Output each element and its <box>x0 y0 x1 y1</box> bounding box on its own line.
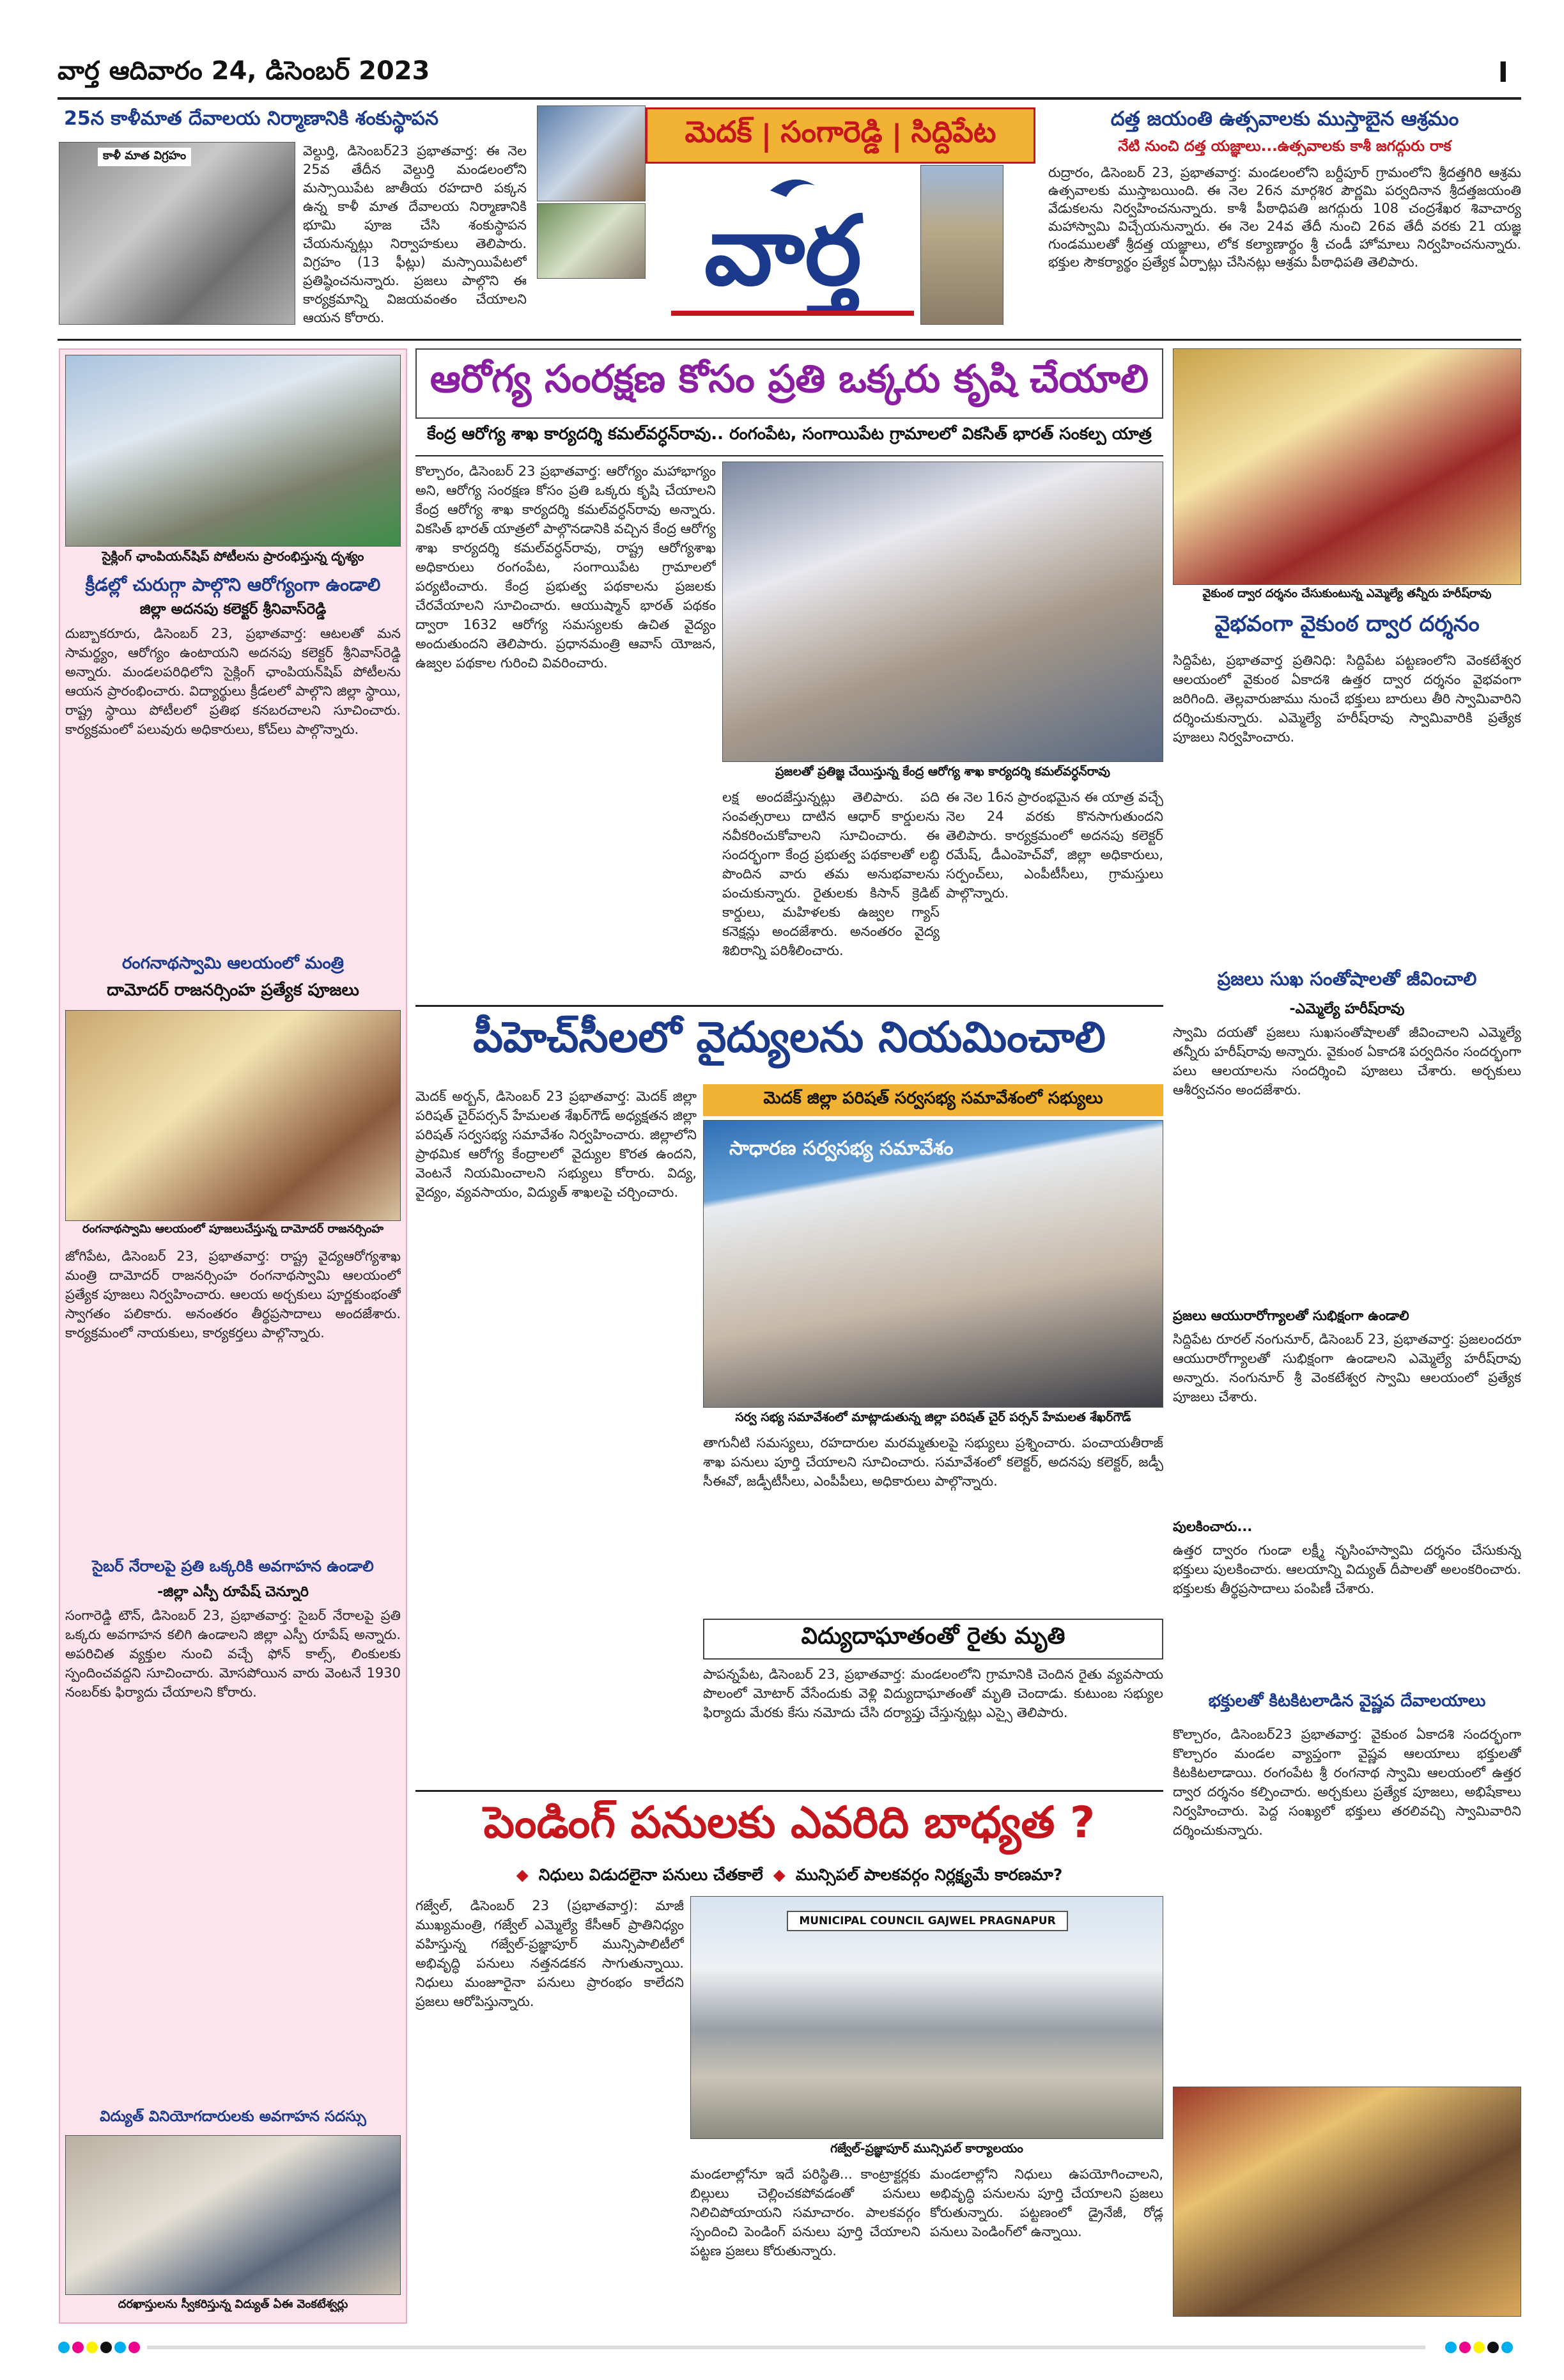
left-a2-headline: రంగనాథస్వామి ఆలయంలో మంత్రి <box>121 954 345 973</box>
electricity-photo <box>65 2135 401 2295</box>
right-a3-headline: భక్తులతో కిటకిటలాడిన వైష్ణవ దేవాలయాలు <box>1208 1692 1486 1711</box>
main-body-b: లక్ష అందజేస్తున్నట్లు తెలిపారు. పది సంవత్సరాలు దాటిన ఆధార్ కార్డులను నవీకరించుకోవాలని సూచించారు. ఈ సందర్భంగా కేంద్ర ప్రభుత్వ పథకాలతో లబ్ధి పొందిన వారు తమ అనుభవాలను పంచుకున్నారు. రైతులకు కిసాన్ క్రెడిట్ కార్డులు, మహిళలకు ఉజ్వల గ్యాస్ కనెక్షన్లు అందజేశారు. అనంతరం వైద్య శిబిరాన్ని పరిశీలించారు. <box>722 789 940 958</box>
minister-pooja-caption: రంగనాథస్వామి ఆలయంలో పూజలుచేస్తున్న దామోదర్ రాజనర్సింహ <box>82 1222 384 1236</box>
rythu-headline-box <box>703 1619 1163 1660</box>
phc-subhead: మెదక్ జిల్లా పరిషత్ సర్వసభ్య సమావేశంలో సభ్యులు <box>763 1089 1103 1108</box>
right-a2-byline: -ఎమ్మెల్యే హరీష్‌రావు <box>1289 1001 1405 1017</box>
diamond-icon: ◆ <box>773 1865 786 1884</box>
masthead-date: ఆదివారం 24, డిసెంబర్ 2023 <box>109 56 430 86</box>
main-body-c: ఈ నెల 16న ప్రారంభమైన ఈ యాత్ర వచ్చే నెల 24 వరకు కొనసాగుతుందని తెలిపారు. కార్యక్రమంలో అదనపు కలెక్టర్ రమేష్, డీఎంహెచ్‌వో, జిల్లా అధికారులు, సర్పంచ్‌లు, ఎంపీటీసీలు, గ్రామస్తులు పాల్గొన్నారు. <box>946 789 1163 901</box>
temple-photo-2 <box>537 203 646 279</box>
municipal-office-caption: గజ్వేల్-ప్రజ్ఞాపూర్ మున్సిపల్ కార్యాలయం <box>830 2142 1023 2156</box>
vaikunta-darshan-photo <box>1173 348 1521 585</box>
rythu-body: పాపన్నపేట, డిసెంబర్ 23, ప్రభాతవార్త: మండలంలోని గ్రామానికి చెందిన రైతు వ్యవసాయ పొలంలో మోటార్ వేసేందుకు వెళ్లి విద్యుదాఘాతంతో మృతి చెందాడు. కుటుంబ సభ్యుల ఫిర్యాదు మేరకు కేసు నమోదు చేసి దర్యాప్తు చేస్తున్నట్లు ఎస్సై తెలిపారు. <box>703 1667 1163 1720</box>
main-subhead-rule <box>415 455 1163 456</box>
main-headline: ఆరోగ్య సంరక్షణ కోసం ప్రతి ఒక్కరు కృషి చేయాలి <box>430 357 1149 401</box>
left-a2-subhead: దామోదర్ రాజనర్సింహ ప్రత్యేక పూజలు <box>107 981 359 1000</box>
phc-body-a: మెదక్ అర్బన్, డిసెంబర్ 23 ప్రభాతవార్త: మెదక్ జిల్లా పరిషత్ చైర్‌పర్సన్ హేమలత శేఖర్‌గౌడ్ అధ్యక్షతన జిల్లా పరిషత్ సర్వసభ్య సమావేశం నిర్వహించారు. జిల్లాలోని ప్రాథమిక ఆరోగ్య కేంద్రాలలో వైద్యుల కొరత ఉందని, వెంటనే నియమించాలని సభ్యులు కోరారు. విద్య, వైద్యం, వ్యవసాయం, విద్యుత్ శాఖలపై చర్చించారు. <box>415 1089 697 1200</box>
clock-tower-photo <box>920 165 1003 325</box>
pending-body-b: మండలాల్లోనూ ఇదే పరిస్థితి... కాంట్రాక్టర్లకు బిల్లులు చెల్లించకపోవడంతో పనులు నిలిచిపోయాయని సమాచారం. పాలకవర్గం స్పందించి పెండింగ్ పనులు పూర్తి చేయాలని పట్టణ ప్రజలు కోరుతున్నారు. <box>690 2166 920 2259</box>
left-a3-byline: -జిల్లా ఎస్పీ రూపేష్ చెన్నూరి <box>157 1584 309 1600</box>
main-story-bottom-rule <box>415 1005 1163 1007</box>
right-a2-sub2: పులకించారు... <box>1173 1519 1253 1534</box>
right-a3-body: కొల్చారం, డిసెంబర్23 ప్రభాతవార్త: వైకుంఠ ఏకాదశి సందర్భంగా కొల్చారం మండల వ్యాప్తంగా వైష్ణవ ఆలయాలు భక్తులతో కిటకిటలాడాయి. రంగంపేట శ్రీ రంగనాథ స్వామి ఆలయంలో ఉత్తర ద్వార దర్శనం కల్పించారు. అర్చకులు ప్రత్యేక పూజలు, అభిషేకాలు నిర్వహించారు. పెద్ద సంఖ్యలో భక్తులు తరలివచ్చి స్వామివారిని దర్శించుకున్నారు. <box>1173 1727 1521 1838</box>
right-a1-body: సిద్దిపేట, ప్రభాతవార్త ప్రతినిధి: సిద్దిపేట పట్టణంలోని వెంకటేశ్వర ఆలయంలో వైకుంఠ ఏకాదశి ఉత్తర ద్వార దర్శనం వైభవంగా జరిగింది. తెల్లవారుజాము నుంచే భక్తులు బారులు తీరి స్వామివారిని దర్శించుకున్నారు. ఎమ్మెల్యే హరీష్‌రావు స్వామివారికి ప్రత్యేక పూజలు నిర్వహించారు. <box>1173 653 1521 745</box>
main-body-a: కొల్చారం, డిసెంబర్ 23 ప్రభాతవార్త: ఆరోగ్యం మహాభాగ్యం అని, ఆరోగ్య సంరక్షణ కోసం ప్రతి ఒక్కరు కృషి చేయాలని కేంద్ర ఆరోగ్య శాఖ కార్యదర్శి కమల్‌వర్ధన్‌రావు అన్నారు. వికసిత్ భారత్ యాత్రలో పాల్గొనడానికి వచ్చిన కేంద్ర ఆరోగ్య శాఖ కార్యదర్శి కమల్‌వర్ధన్‌రావు, రాష్ట్ర ఆరోగ్యశాఖ అధికారులు రంగంపేట, సంగాయిపేట గ్రామాలలో పర్యటించారు. కేంద్ర ప్రభుత్వ పథకాలను ప్రజలకు చేరవేయాలని సూచించారు. ఆయుష్మాన్ భారత్ పథకం ద్వారా 1632 ఆరోగ్య సమస్యలకు ఉచిత వైద్యం అందుతుందని తెలిపారు. ప్రధానమంత్రి ఆవాస్ యోజన, ఉజ్వల పథకాల గురించి వివరించారు. <box>415 463 716 671</box>
cycling-photo-caption: సైక్లింగ్ ఛాంపియన్‌షిప్ పోటీలను ప్రారంభిస్తున్న దృశ్యం <box>102 548 364 564</box>
main-story-photo-caption: ప్రజలతో ప్రతిజ్ఞ చేయిస్తున్న కేంద్ర ఆరోగ్య శాఖ కార్యదర్శి కమల్‌వర్ధన్‌రావు <box>775 765 1110 779</box>
left-a1-headline: క్రీడల్లో చురుగ్గా పాల్గొని ఆరోగ్యంగా ఉండాలి <box>85 574 381 595</box>
page-number: I <box>1498 56 1508 89</box>
pending-headline: పెండింగ్ పనులకు ఎవరిది బాధ్యత ? <box>483 1798 1096 1848</box>
phc-headline: పీహెచ్‌సీలలో వైద్యులను నియమించాలి <box>473 1013 1106 1062</box>
district-sangareddy: సంగారెడ్డి <box>780 114 883 149</box>
top-right-body: రుద్రారం, డిసెంబర్ 23, ప్రభాతవార్త: మండలంలోని బర్దీపూర్ గ్రామంలోని శ్రీదత్తగిరి ఆశ్రమ ఉత్సవాలకు ముస్తాబయింది. ఈ నెల 26న మార్గశిర పౌర్ణమి పర్వదినాన శ్రీదత్తజయంతి వేడుకలను నిర్వహించనున్నారు. కాశీ పీఠాధిపతి జగద్గురు 108 చంద్రశేఖర శివాచార్య మహాస్వామి విచ్చేయనున్నారు. ఈ నెల 24వ తేదీ నుంచి 26వ తేదీ వరకు 21 యజ్ఞ గుండములతో శ్రీదత్త యజ్ఞాలు, లోక కల్యాణార్థం శ్రీ చండీ హోమాలు నిర్వహించనున్నారు. భక్తుల సౌకర్యార్థం ప్రత్యేక ఏర్పాట్లు చేసినట్లు ఆశ్రమ పీఠాధిపతి తెలిపారు. <box>1048 165 1521 270</box>
kali-mata-photo <box>59 142 295 325</box>
top-right-subhead: నేటి నుంచి దత్త యజ్ఞాలు...ఉత్సవాలకు కాశీ జగద్గురు రాక <box>1118 138 1452 155</box>
temple-photo-1 <box>537 105 646 201</box>
left-a4-headline: విద్యుత్ వినియోగదారులకు అవగాహన సదస్సు <box>100 2108 366 2125</box>
masthead-rule <box>58 97 1521 100</box>
minister-pooja-photo <box>65 1010 401 1221</box>
diamond-icon: ◆ <box>516 1865 529 1884</box>
bottom-registration-bar <box>58 2340 1521 2355</box>
phc-subhead-band <box>703 1084 1163 1116</box>
right-a2-headline: ప్రజలు సుఖ సంతోషాలతో జీవించాలి <box>1217 968 1477 990</box>
right-a1-headline: వైభవంగా వైకుంఠ ద్వార దర్శనం <box>1214 611 1480 637</box>
pending-subhead-row <box>415 1865 1163 1891</box>
district-sep-1: | <box>761 118 772 153</box>
district-sep-2: | <box>891 118 902 153</box>
main-story-photo <box>722 462 1163 762</box>
devotees-temple-photo <box>1173 2087 1521 2317</box>
phc-banner-text: సాధారణ సర్వసభ్య సమావేశం <box>729 1137 954 1160</box>
vaikunta-darshan-caption: వైకుంఠ ద్వార దర్శనం చేసుకుంటున్న ఎమ్మెల్యే తన్నీరు హరీష్‌రావు <box>1202 587 1492 600</box>
phc-body-b: తాగునీటి సమస్యలు, రహదారుల మరమ్మతులపై సభ్యులు ప్రశ్నించారు. పంచాయతీరాజ్ శాఖ పనులు పూర్తి చేయాలని సూచించారు. సమావేశంలో కలెక్టర్, అదనపు కలెక్టర్, జడ్పీ సీఈవో, జడ్పీటీసీలు, ఎంపీపీలు, అధికారులు పాల్గొన్నారు. <box>703 1435 1163 1489</box>
edition-logo <box>646 167 920 316</box>
edition-district-band <box>646 107 1035 164</box>
municipal-office-photo <box>690 1896 1163 2139</box>
masthead <box>58 56 1521 95</box>
main-subhead: కేంద్ర ఆరోగ్య శాఖ కార్యదర్శి కమల్‌వర్ధన్‌రావు.. రంగంపేట, సంగాయిపేట గ్రామాలలో వికసిత్ భారత్ సంకల్ప యాత్ర <box>427 424 1152 444</box>
pending-body-c: మండలాల్లోని నిధులు ఉపయోగించాలని, అభివృద్ధి పనులను పూర్తి చేయాలని ప్రజలు కోరుతున్నారు. పట్టణంలో డ్రైనేజీ, రోడ్ల పనులు పెండింగ్‌లో ఉన్నాయి. <box>930 2166 1163 2239</box>
right-a2-body2: సిద్దిపేట రూరల్ నంగునూర్, డిసెంబర్ 23, ప్రభాతవార్త: ప్రజలందరూ ఆయురారోగ్యాలతో సుభిక్షంగా ఉండాలని ఎమ్మెల్యే హరీష్‌రావు అన్నారు. నంగునూర్ శ్రీ వెంకటేశ్వర స్వామి ఆలయంలో ప్రత్యేక పూజలు చేశారు. <box>1173 1332 1521 1404</box>
rythu-bottom-rule <box>415 1790 1163 1792</box>
phc-meeting-photo <box>703 1120 1163 1408</box>
top-section-rule <box>58 339 1521 341</box>
right-a2-body: స్వామి దయతో ప్రజలు సుఖసంతోషాలతో జీవించాలని ఎమ్మెల్యే తన్నీరు హరీష్‌రావు అన్నారు. వైకుంఠ ఏకాదశి పర్వదినం సందర్భంగా పలు ఆలయాలను సందర్శించి పూజలు చేశారు. అర్చకులు ఆశీర్వచనం అందజేశారు. <box>1173 1025 1521 1098</box>
cycling-photo <box>65 355 401 547</box>
right-a2-body3: ఉత్తర ద్వారం గుండా లక్ష్మీ నృసింహస్వామి దర్శనం చేసుకున్న భక్తులు పులకించారు. ఆలయాన్ని విద్యుత్ దీపాలతో అలంకరించారు. భక్తులకు తీర్థప్రసాదాలు పంపిణీ చేశారు. <box>1173 1543 1521 1596</box>
logo-wordmark: వార్త <box>704 196 862 307</box>
masthead-name: వార్త <box>58 56 100 86</box>
district-siddipet: సిద్దిపేట <box>911 114 996 149</box>
district-medak: మెదక్ <box>685 114 752 149</box>
left-a1-body: దుబ్బాకరూరు, డిసెంబర్ 23, ప్రభాతవార్త: ఆటలతో మన సామర్థ్యం, ఆరోగ్యం ఉంటాయని అదనపు కలెక్టర్ శ్రీనివాస్‌రెడ్డి అన్నారు. మండలపరిధిలోని సైక్లింగ్ ఛాంపియన్‌షిప్ పోటీలను ఆయన ప్రారంభించారు. విద్యార్థులు క్రీడలలో పాల్గొని జిల్లా స్థాయి, రాష్ట్ర స్థాయి పోటీలలో ప్రతిభ కనబరచాలని సూచించారు. కార్యక్రమంలో పలువురు అధికారులు, కోచ్‌లు పాల్గొన్నారు. <box>65 626 401 737</box>
top-right-headline: దత్త జయంతి ఉత్సవాలకు ముస్తాబైన ఆశ్రమం <box>1110 107 1459 130</box>
pending-body-a: గజ్వేల్, డిసెంబర్ 23 (ప్రభాతవార్త): మాజీ ముఖ్యమంత్రి, గజ్వేల్ ఎమ్మెల్యే కేసీఆర్ ప్రాతినిధ్యం వహిస్తున్న గజ్వేల్-ప్రజ్ఞాపూర్ మున్సిపాలిటీలో అభివృద్ధి పనులు నత్తనడకన సాగుతున్నాయి. నిధులు మంజూరైనా పనులు ప్రారంభం కాలేదని ప్రజలు ఆరోపిస్తున్నారు. <box>415 1898 684 2009</box>
color-registration-marks <box>58 2340 1521 2355</box>
left-a2-body: జోగిపేట, డిసెంబర్ 23, ప్రభాతవార్త: రాష్ట్ర వైద్యఆరోగ్యశాఖ మంత్రి దామోదర్ రాజనర్సింహ రంగనాథస్వామి ఆలయంలో ప్రత్యేక పూజలు నిర్వహించారు. ఆలయ అర్చకులు పూర్ణకుంభంతో స్వాగతం పలికారు. అనంతరం తీర్థప్రసాదాలు అందజేశారు. కార్యక్రమంలో నాయకులు, కార్యకర్తలు పాల్గొన్నారు. <box>65 1248 401 1341</box>
pending-subhead-1: నిధులు విడుదలైనా పనులు చేతకాలే <box>538 1865 763 1884</box>
left-a1-byline: జిల్లా అదనపు కలెక్టర్ శ్రీనివాస్‌రెడ్డి <box>139 601 327 618</box>
electricity-photo-caption: దరఖాస్తులను స్వీకరిస్తున్న విద్యుత్ ఏఈ వెంకటేశ్వర్లు <box>118 2298 348 2311</box>
pending-subhead-2: మున్సిపల్ పాలకవర్గం నిర్లక్ష్యమే కారణమా? <box>795 1865 1063 1884</box>
top-left-body: వెల్దుర్తి, డిసెంబర్23 ప్రభాతవార్త: ఈ నెల 25వ తేదీన వెల్దుర్తి మండలంలోని మస్సాయిపేట జాతీయ రహదారి పక్కన ఉన్న కాళీ మాత దేవాలయ నిర్మాణానికి భూమి పూజ చేసి శంకుస్థాపన చేయనున్నట్లు నిర్వాహకులు తెలిపారు. విగ్రహం (13 ఫీట్లు) మస్సాయిపేటలో ప్రతిష్ఠించనున్నారు. ప్రజలు పాల్గొని ఈ కార్యక్రమాన్ని విజయవంతం చేయాలని ఆయన కోరారు. <box>303 143 527 325</box>
left-a3-headline: సైబర్ నేరాలపై ప్రతి ఒక్కరికి అవగాహన ఉండాలి <box>92 1557 374 1575</box>
kali-mata-photo-label: కాళీ మాత విగ్రహం <box>98 148 191 166</box>
left-a3-body: సంగారెడ్డి టౌన్, డిసెంబర్ 23, ప్రభాతవార్త: సైబర్ నేరాలపై ప్రతి ఒక్కరు అవగాహన కలిగి ఉండాలని జిల్లా ఎస్పీ రూపేష్ అన్నారు. అపరిచిత వ్యక్తుల నుంచి వచ్చే ఫోన్ కాల్స్, లింకులకు స్పందించవద్దని సూచించారు. మోసపోయిన వారు వెంటనే 1930 నంబర్‌కు ఫిర్యాదు చేయాలని కోరారు. <box>65 1608 401 1700</box>
edition-logo-underline <box>671 311 914 316</box>
logo-bird-icon <box>767 171 818 199</box>
municipal-sign: MUNICIPAL COUNCIL GAJWEL PRAGNAPUR <box>787 1911 1068 1931</box>
rythu-headline: విద్యుదాఘాతంతో రైతు మృతి <box>801 1623 1065 1649</box>
phc-photo-caption: సర్వ సభ్య సమావేశంలో మాట్లాడుతున్న జిల్లా పరిషత్ చైర్ పర్సన్ హేమలత శేఖర్‌గౌడ్ <box>735 1410 1131 1424</box>
right-a2-sub: ప్రజలు ఆయురారోగ్యాలతో సుభిక్షంగా ఉండాలి <box>1173 1308 1409 1323</box>
main-headline-box <box>415 348 1163 419</box>
top-left-headline: 25న కాళీమాత దేవాలయ నిర్మాణానికి శంకుస్థాపన <box>64 107 439 130</box>
